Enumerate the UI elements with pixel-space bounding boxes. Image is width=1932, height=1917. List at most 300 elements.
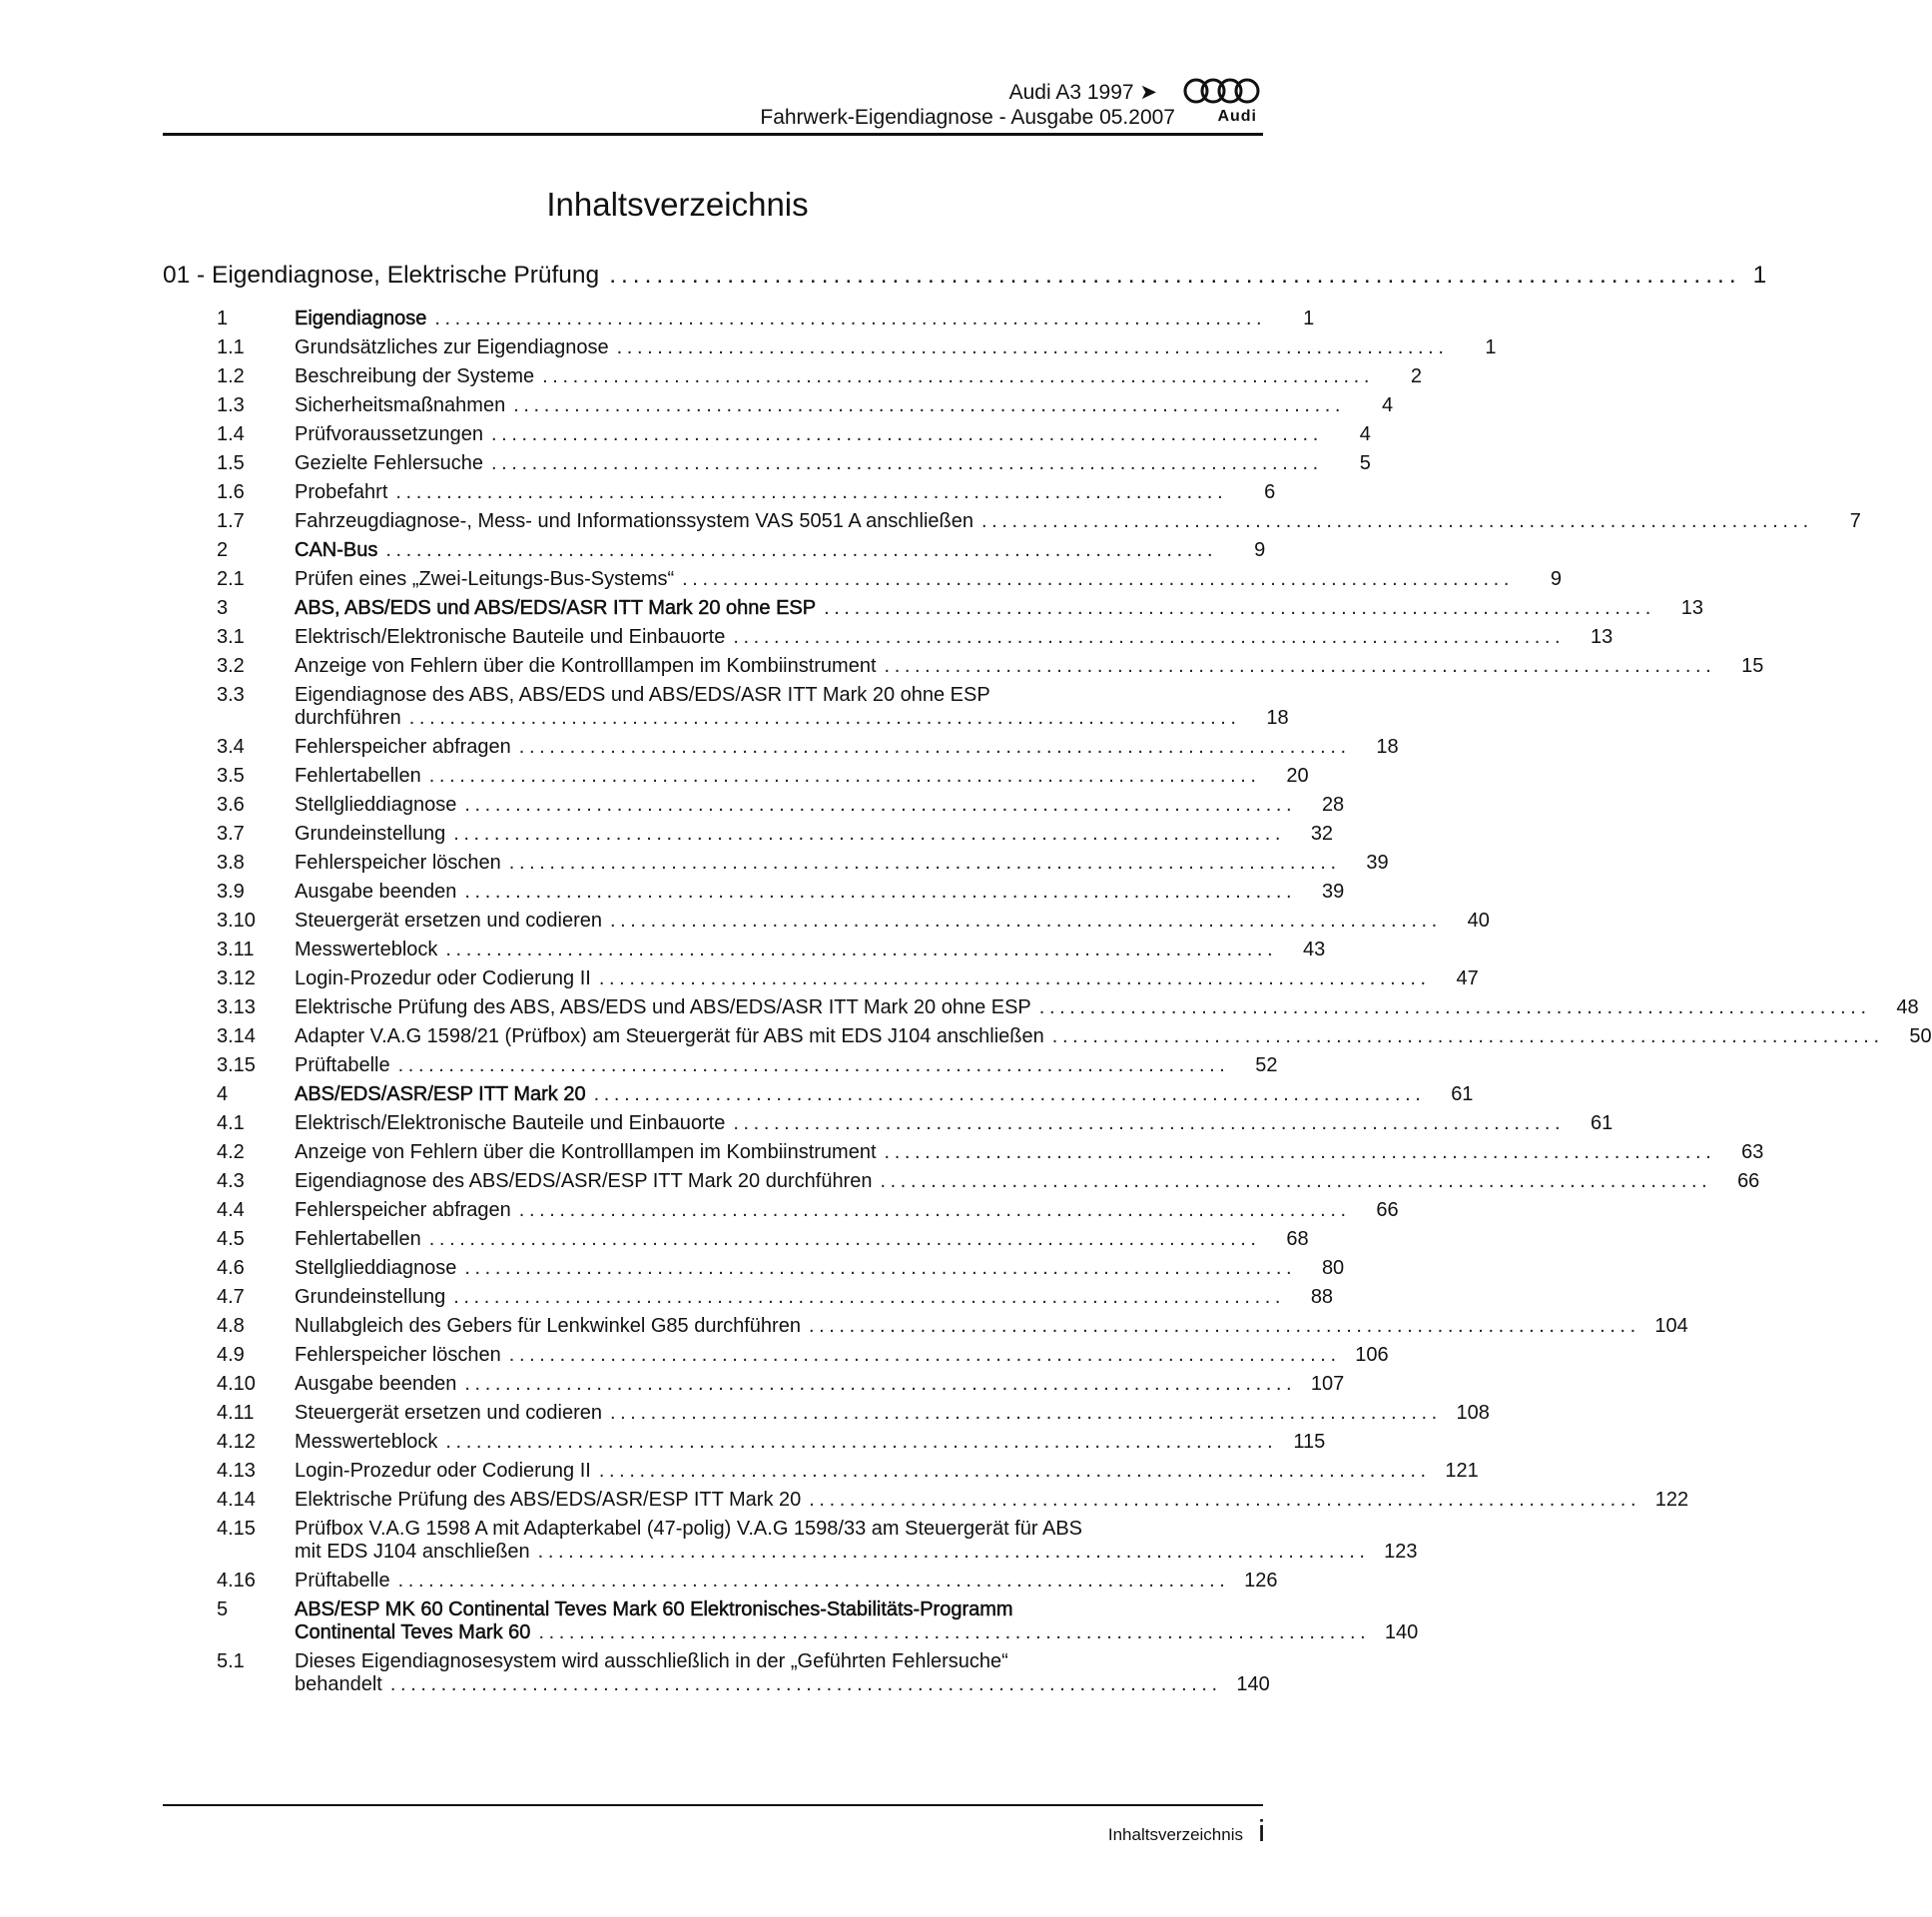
entry-page: 20 xyxy=(1286,765,1309,787)
entry-line xyxy=(295,765,1309,788)
entry-body xyxy=(295,308,1314,330)
entry-line xyxy=(295,394,1393,417)
dot-leader: .................................................................................. xyxy=(593,1083,1426,1105)
dot-leader: .................................................................................. xyxy=(464,881,1297,903)
dot-leader: .................................................................................. xyxy=(733,1112,1566,1134)
entry-line xyxy=(295,1541,1418,1564)
entry-line xyxy=(295,308,1314,330)
dot-leader: .................................................................................. xyxy=(981,510,1813,532)
entry-page: 106 xyxy=(1355,1344,1389,1366)
entry-line xyxy=(295,655,1763,678)
entry-number: 4.16 xyxy=(217,1570,256,1592)
entry-number: 3.4 xyxy=(217,736,245,758)
entry-title: ABS/EDS/ASR/ESP ITT Mark 20 xyxy=(295,1083,586,1105)
entry-title: Prüfen eines „Zwei-Leitungs-Bus-Systems“ xyxy=(295,568,675,590)
toc-entry[interactable] xyxy=(163,1650,1270,1696)
entry-line xyxy=(295,1170,1759,1193)
entry-body xyxy=(295,597,1703,620)
toc-entry[interactable] xyxy=(163,336,1497,359)
entry-number: 4.15 xyxy=(217,1518,256,1540)
entry-body xyxy=(295,336,1496,359)
entry-title: Adapter V.A.G 1598/21 (Prüfbox) am Steuergerät für ABS mit EDS J104 anschließen xyxy=(295,1025,1044,1047)
entry-number: 4.14 xyxy=(217,1489,256,1511)
dot-leader: ................................................................................................ xyxy=(609,262,1741,289)
entry-body xyxy=(295,1054,1277,1077)
entry-title: Stellglieddiagnose xyxy=(295,1257,457,1279)
entry-number: 3.1 xyxy=(217,626,245,648)
entry-title: Fehlerspeicher löschen xyxy=(295,1344,501,1366)
entry-line xyxy=(295,423,1371,446)
audi-rings-icon xyxy=(1181,78,1263,128)
entry-number: 1.6 xyxy=(217,481,245,503)
entry-page: 18 xyxy=(1266,707,1289,729)
toc-entry[interactable] xyxy=(163,1025,1932,1048)
entry-number: 3.8 xyxy=(217,852,245,874)
entry-title: Fehlerspeicher abfragen xyxy=(295,736,511,758)
toc-section[interactable] xyxy=(163,539,1265,562)
entry-body xyxy=(295,1025,1932,1048)
entry-number: 3.15 xyxy=(217,1054,256,1076)
entry-page: 63 xyxy=(1741,1141,1764,1163)
entry-title: Elektrisch/Elektronische Bauteile und Einbauorte xyxy=(295,626,726,648)
entry-title: behandelt xyxy=(295,1673,382,1695)
header-model: Audi A3 1997 ➤ xyxy=(1008,81,1157,104)
entry-line xyxy=(295,939,1325,961)
entry-number: 4 xyxy=(217,1083,229,1105)
entry-page: 123 xyxy=(1384,1541,1418,1563)
entry-line xyxy=(295,452,1371,475)
entry-number: 1 xyxy=(217,308,229,329)
entry-page: 104 xyxy=(1654,1315,1688,1337)
entry-line xyxy=(295,1621,1418,1644)
toc-entry[interactable] xyxy=(163,1402,1490,1425)
toc-entry[interactable] xyxy=(163,1315,1688,1338)
entry-number: 4.7 xyxy=(217,1286,245,1308)
dot-leader: .................................................................................. xyxy=(609,910,1442,932)
logo-text: Audi xyxy=(1217,108,1257,125)
entry-line xyxy=(295,1489,1688,1512)
entry-page: 108 xyxy=(1456,1402,1490,1424)
chapter-page: 1 xyxy=(1752,262,1767,289)
entry-title: Ausgabe beenden xyxy=(295,881,457,903)
entry-body xyxy=(295,823,1333,846)
entry-line xyxy=(295,1460,1479,1483)
entry-body xyxy=(295,655,1763,678)
toc-entry[interactable] xyxy=(163,1170,1760,1193)
entry-body xyxy=(295,365,1422,388)
entry-line xyxy=(295,481,1275,504)
entry-number: 4.5 xyxy=(217,1228,245,1250)
entry-title: Anzeige von Fehlern über die Kontrolllampen im Kombiinstrument xyxy=(295,655,877,677)
entry-line xyxy=(295,1518,1418,1541)
toc-entry[interactable] xyxy=(163,1257,1345,1280)
entry-body xyxy=(295,481,1275,504)
entry-number: 3.7 xyxy=(217,823,245,845)
entry-title: CAN-Bus xyxy=(295,539,378,561)
entry-title: durchführen xyxy=(295,707,401,729)
entry-number: 3.6 xyxy=(217,794,245,816)
dot-leader: .................................................................................. xyxy=(518,1199,1351,1221)
entry-page: 68 xyxy=(1286,1228,1309,1250)
entry-number: 4.6 xyxy=(217,1257,245,1279)
toc-entry[interactable] xyxy=(163,852,1389,875)
toc-entry[interactable] xyxy=(163,1141,1764,1164)
entry-number: 4.3 xyxy=(217,1170,245,1192)
entry-body xyxy=(295,794,1344,817)
entry-title: Elektrisch/Elektronische Bauteile und Einbauorte xyxy=(295,1112,726,1134)
entry-number: 3.3 xyxy=(217,684,245,706)
toc-entry[interactable] xyxy=(163,394,1394,417)
entry-number: 1.1 xyxy=(217,336,245,358)
entry-body xyxy=(295,1112,1612,1135)
dot-leader: .................................................................................. xyxy=(397,1054,1230,1076)
entry-page: 66 xyxy=(1737,1170,1760,1192)
dot-leader: .................................................................................. xyxy=(508,852,1341,874)
entry-line xyxy=(295,1673,1270,1696)
entry-page: 2 xyxy=(1410,365,1422,387)
entry-page: 52 xyxy=(1255,1054,1278,1076)
entry-page: 47 xyxy=(1456,967,1479,989)
entry-page: 5 xyxy=(1359,452,1371,474)
dot-leader: .................................................................................. xyxy=(453,1286,1286,1308)
entry-number: 1.7 xyxy=(217,510,245,532)
entry-title: Fahrzeugdiagnose-, Mess- und Informationssystem VAS 5051 A anschließen xyxy=(295,510,973,532)
entry-title: Grundeinstellung xyxy=(295,823,446,845)
entry-title: Fehlerspeicher löschen xyxy=(295,852,501,874)
entry-line xyxy=(295,967,1479,990)
entry-body xyxy=(295,1402,1490,1425)
entry-title: Continental Teves Mark 60 xyxy=(295,1621,531,1643)
page-title: Inhaltsverzeichnis xyxy=(546,186,809,223)
entry-line xyxy=(295,1598,1418,1621)
entry-page: 13 xyxy=(1590,626,1613,648)
entry-body xyxy=(295,568,1562,591)
entry-number: 1.3 xyxy=(217,394,245,416)
dot-leader: .................................................................................. xyxy=(464,1373,1297,1395)
toc-entry[interactable] xyxy=(163,794,1345,817)
entry-body xyxy=(295,1489,1688,1512)
toc-entry[interactable] xyxy=(163,481,1276,504)
entry-number: 4.2 xyxy=(217,1141,245,1163)
entry-title: Gezielte Fehlersuche xyxy=(295,452,483,474)
entry-number: 1.2 xyxy=(217,365,245,387)
dot-leader: .................................................................................. xyxy=(490,452,1323,474)
toc-entry[interactable] xyxy=(163,765,1309,788)
entry-number: 3.11 xyxy=(217,939,255,960)
entry-body xyxy=(295,423,1371,446)
dot-leader: .................................................................................. xyxy=(1038,996,1871,1018)
entry-page: 40 xyxy=(1467,910,1490,932)
toc-entry[interactable] xyxy=(163,736,1399,759)
entry-page: 39 xyxy=(1366,852,1389,874)
entry-body xyxy=(295,684,1289,730)
entry-body xyxy=(295,1170,1759,1193)
dot-leader: .................................................................................. xyxy=(616,336,1449,358)
dot-leader: .................................................................................. xyxy=(808,1315,1640,1337)
dot-leader: .................................................................................. xyxy=(428,1228,1261,1250)
entry-body xyxy=(295,1286,1333,1309)
entry-line xyxy=(295,336,1496,359)
entry-page: 121 xyxy=(1445,1460,1479,1482)
entry-title: ABS, ABS/EDS und ABS/EDS/ASR ITT Mark 20 ohne ESP xyxy=(295,597,817,619)
entry-title: Fehlertabellen xyxy=(295,1228,421,1250)
entry-number: 4.12 xyxy=(217,1431,256,1453)
entry-number: 3.12 xyxy=(217,967,256,989)
entry-number: 3.9 xyxy=(217,881,245,903)
entry-body xyxy=(295,1315,1688,1338)
header-rule xyxy=(163,133,1263,136)
entry-line xyxy=(295,996,1919,1019)
entry-line xyxy=(295,568,1562,591)
dot-leader: .................................................................................. xyxy=(434,308,1267,329)
toc-entry[interactable] xyxy=(163,626,1613,649)
entry-number: 2.1 xyxy=(217,568,245,590)
entry-number: 4.1 xyxy=(217,1112,245,1134)
dot-leader: .................................................................................. xyxy=(428,765,1261,787)
entry-number: 5.1 xyxy=(217,1650,245,1672)
entry-page: 28 xyxy=(1321,794,1345,816)
footer-page-number: i xyxy=(1258,1813,1265,1848)
dot-leader: .................................................................................. xyxy=(491,423,1323,445)
entry-line xyxy=(295,852,1389,875)
entry-body xyxy=(295,1083,1473,1106)
entry-title: Dieses Eigendiagnosesystem wird ausschließlich in der „Geführten Fehlersuche“ xyxy=(295,1650,1008,1672)
entry-line xyxy=(295,1228,1309,1251)
dot-leader: .................................................................................. xyxy=(395,481,1228,503)
entry-title: Login-Prozedur oder Codierung II xyxy=(295,1460,591,1482)
entry-title: Grundeinstellung xyxy=(295,1286,446,1308)
entry-page: 4 xyxy=(1359,423,1371,445)
entry-title: Grundsätzliches zur Eigendiagnose xyxy=(295,336,609,358)
entry-page: 32 xyxy=(1310,823,1334,845)
entry-title: Steuergerät ersetzen und codieren xyxy=(295,910,602,932)
entry-title: Elektrische Prüfung des ABS, ABS/EDS und ABS/EDS/ASR ITT Mark 20 ohne ESP xyxy=(295,996,1031,1018)
entry-line xyxy=(295,1141,1763,1164)
entry-title: Sicherheitsmaßnahmen xyxy=(295,394,506,416)
toc-entry[interactable] xyxy=(163,452,1371,475)
entry-number: 1.4 xyxy=(217,423,245,445)
entry-page: 9 xyxy=(1254,539,1266,561)
entry-page: 80 xyxy=(1321,1257,1345,1279)
entry-title: Prüftabelle xyxy=(295,1054,390,1076)
entry-title: Fehlerspeicher abfragen xyxy=(295,1199,511,1221)
toc-entry[interactable] xyxy=(163,996,1919,1019)
toc-entry[interactable] xyxy=(163,1489,1689,1512)
entry-body xyxy=(295,1650,1270,1696)
toc-entries xyxy=(163,308,1932,1696)
entry-line xyxy=(295,1373,1344,1396)
entry-body xyxy=(295,736,1399,759)
dot-leader: .................................................................................. xyxy=(542,365,1374,387)
entry-line xyxy=(295,1083,1473,1106)
entry-title: Elektrische Prüfung des ABS/EDS/ASR/ESP ITT Mark 20 xyxy=(295,1489,802,1511)
entry-line xyxy=(295,1650,1270,1673)
entry-body xyxy=(295,910,1490,933)
toc-entry[interactable] xyxy=(163,1570,1278,1593)
dot-leader: .................................................................................. xyxy=(884,655,1716,677)
table-of-contents xyxy=(163,262,1932,1702)
entry-line xyxy=(295,1257,1344,1280)
toc-entry[interactable] xyxy=(163,1112,1613,1135)
entry-body xyxy=(295,967,1479,990)
entry-page: 140 xyxy=(1236,1673,1270,1695)
entry-page: 115 xyxy=(1293,1431,1326,1453)
entry-body xyxy=(295,881,1344,904)
toc-entry[interactable] xyxy=(163,365,1422,388)
entry-number: 4.13 xyxy=(217,1460,256,1482)
entry-body xyxy=(295,1257,1344,1280)
entry-title: Steuergerät ersetzen und codieren xyxy=(295,1402,602,1424)
footer-rule xyxy=(163,1804,1263,1806)
toc-entry[interactable] xyxy=(163,1460,1479,1483)
entry-page: 9 xyxy=(1550,568,1562,590)
toc-entry[interactable] xyxy=(163,1286,1334,1309)
dot-leader: .................................................................................. xyxy=(824,597,1655,619)
entry-line xyxy=(295,736,1399,759)
toc-entry[interactable] xyxy=(163,423,1371,446)
entry-number: 4.10 xyxy=(217,1373,256,1395)
entry-line xyxy=(295,1570,1277,1593)
entry-body xyxy=(295,1344,1389,1367)
entry-body xyxy=(295,852,1389,875)
toc-entry[interactable] xyxy=(163,1344,1389,1367)
entry-body xyxy=(295,939,1325,961)
dot-leader: .................................................................................. xyxy=(598,967,1431,989)
entry-title: Probefahrt xyxy=(295,481,388,503)
toc-section[interactable] xyxy=(163,1598,1419,1644)
entry-page: 13 xyxy=(1680,597,1703,619)
toc-entry[interactable] xyxy=(163,568,1562,591)
dot-leader: .................................................................................. xyxy=(385,539,1218,561)
entry-page: 140 xyxy=(1384,1621,1419,1643)
entry-number: 3.2 xyxy=(217,655,245,677)
entry-page: 1 xyxy=(1485,336,1497,358)
toc-section[interactable] xyxy=(163,597,1703,620)
entry-page: 7 xyxy=(1849,510,1861,532)
toc-entry[interactable] xyxy=(163,655,1764,678)
entry-body xyxy=(295,1199,1399,1222)
entry-number: 5 xyxy=(217,1598,229,1620)
entry-page: 107 xyxy=(1310,1373,1345,1395)
dot-leader: .................................................................................. xyxy=(445,939,1278,960)
dot-leader: .................................................................................. xyxy=(513,394,1346,416)
entry-page: 50 xyxy=(1909,1025,1932,1047)
entry-line xyxy=(295,1431,1325,1454)
entry-body xyxy=(295,1373,1344,1396)
entry-body xyxy=(295,1228,1309,1251)
toc-entry[interactable] xyxy=(163,1228,1309,1251)
entry-page: 61 xyxy=(1451,1083,1474,1105)
entry-line xyxy=(295,1199,1399,1222)
entry-number: 4.4 xyxy=(217,1199,245,1221)
entry-line xyxy=(295,1286,1333,1309)
entry-page: 126 xyxy=(1244,1570,1278,1592)
entry-title: Eigendiagnose des ABS, ABS/EDS und ABS/EDS/ASR ITT Mark 20 ohne ESP xyxy=(295,684,990,706)
entry-line xyxy=(295,1054,1277,1077)
toc-section[interactable] xyxy=(163,1083,1474,1106)
entry-title: mit EDS J104 anschließen xyxy=(295,1541,530,1563)
entry-number: 4.8 xyxy=(217,1315,245,1337)
header-subtitle: Fahrwerk-Eigendiagnose - Ausgabe 05.2007 xyxy=(760,106,1175,129)
entry-title: ABS/ESP MK 60 Continental Teves Mark 60 Elektronisches-Stabilitäts-Programm xyxy=(295,1598,1013,1620)
toc-entry[interactable] xyxy=(163,510,1861,533)
chapter-label: 01 - Eigendiagnose, Elektrische Prüfung xyxy=(163,262,600,289)
toc-entry[interactable] xyxy=(163,1199,1399,1222)
entry-number: 3.10 xyxy=(217,910,256,932)
dot-leader: .................................................................................. xyxy=(408,707,1241,729)
toc-entry[interactable] xyxy=(163,1431,1326,1454)
entry-number: 1.5 xyxy=(217,452,245,474)
dot-leader: .................................................................................. xyxy=(508,1344,1341,1366)
toc-entry[interactable] xyxy=(163,1373,1345,1396)
toc-entry[interactable] xyxy=(163,910,1490,933)
toc-entry[interactable] xyxy=(163,1054,1278,1077)
footer-label: Inhaltsverzeichnis xyxy=(1107,1825,1243,1844)
entry-line xyxy=(295,684,1289,707)
toc-entry[interactable] xyxy=(163,823,1334,846)
entry-title: Messwerteblock xyxy=(295,939,438,960)
entry-line xyxy=(295,539,1265,562)
entry-body xyxy=(295,1431,1325,1454)
dot-leader: .................................................................................. xyxy=(518,736,1351,758)
entry-line xyxy=(295,881,1344,904)
dot-leader: .................................................................................. xyxy=(389,1673,1222,1695)
entry-title: Eigendiagnose xyxy=(295,308,427,329)
entry-title: Login-Prozedur oder Codierung II xyxy=(295,967,591,989)
entry-body xyxy=(295,1518,1418,1564)
entry-number: 3.13 xyxy=(217,996,256,1018)
entry-line xyxy=(295,1402,1490,1425)
toc-entry[interactable] xyxy=(163,684,1289,730)
toc-section[interactable] xyxy=(163,308,1315,330)
entry-page: 66 xyxy=(1376,1199,1399,1221)
entry-body xyxy=(295,1570,1277,1593)
toc-chapter[interactable] xyxy=(163,262,1767,302)
dot-leader: .................................................................................. xyxy=(1051,1025,1884,1047)
entry-title: Prüftabelle xyxy=(295,1570,390,1592)
dot-leader: .................................................................................. xyxy=(464,794,1297,816)
entry-page: 1 xyxy=(1303,308,1315,329)
entry-body xyxy=(295,1141,1763,1164)
entry-number: 2 xyxy=(217,539,229,561)
dot-leader: .................................................................................. xyxy=(538,1621,1371,1643)
entry-line xyxy=(295,707,1289,730)
dot-leader: .................................................................................. xyxy=(537,1541,1370,1563)
toc-entry[interactable] xyxy=(163,1518,1418,1564)
entry-page: 18 xyxy=(1376,736,1399,758)
entry-line xyxy=(295,910,1490,933)
entry-title: Stellglieddiagnose xyxy=(295,794,457,816)
entry-body xyxy=(295,539,1265,562)
entry-title: Fehlertabellen xyxy=(295,765,421,787)
entry-title: Beschreibung der Systeme xyxy=(295,365,535,387)
entry-line xyxy=(295,1315,1688,1338)
entry-title: Nullabgleich des Gebers für Lenkwinkel G85 durchführen xyxy=(295,1315,801,1337)
dot-leader: .................................................................................. xyxy=(884,1141,1716,1163)
toc-entry[interactable] xyxy=(163,967,1479,990)
entry-page: 122 xyxy=(1654,1489,1689,1511)
entry-body xyxy=(295,510,1861,533)
dot-leader: .................................................................................. xyxy=(453,823,1286,845)
dot-leader: .................................................................................. xyxy=(880,1170,1712,1192)
dot-leader: .................................................................................. xyxy=(733,626,1566,648)
entry-page: 39 xyxy=(1321,881,1345,903)
entry-body xyxy=(295,1460,1479,1483)
entry-line xyxy=(295,1112,1612,1135)
entry-number: 3.14 xyxy=(217,1025,256,1047)
toc-entry[interactable] xyxy=(163,881,1345,904)
toc-entry[interactable] xyxy=(163,939,1326,961)
